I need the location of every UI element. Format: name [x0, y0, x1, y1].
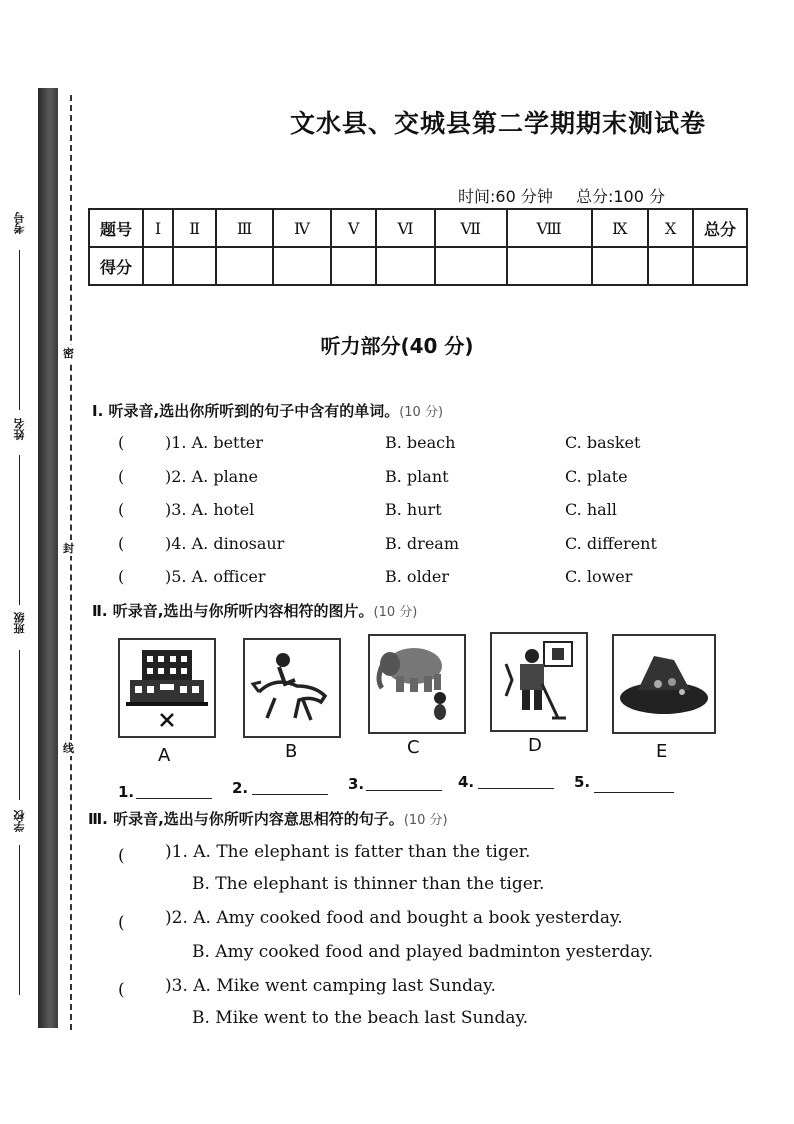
binding-dash-line	[70, 95, 72, 1030]
binding-char: 线	[63, 742, 74, 755]
part3-instruction	[88, 808, 448, 829]
part1-instruction-text: Ⅰ. 听录音,选出你所听到的句子中含有的单词。	[92, 402, 400, 420]
answer-blank-3[interactable]	[366, 789, 442, 791]
blank-number-2: 2.	[232, 779, 249, 797]
side-field-line	[19, 455, 20, 605]
part1-q4-option-c: C. different	[565, 534, 657, 553]
score-table-col: Ⅶ	[435, 209, 507, 247]
binding-char: 封	[63, 542, 74, 555]
part3-points: (10 分)	[403, 813, 448, 828]
part1-q4-option-b: B. dream	[385, 534, 459, 553]
part1-q1-option-a: )1. A. better	[165, 433, 264, 452]
part1-q5-option-a: )5. A. officer	[165, 567, 266, 586]
part2-instruction-text: Ⅱ. 听录音,选出与你所听内容相符的图片。	[92, 602, 374, 620]
binding-char: 密	[63, 347, 74, 360]
part3-q3-option-a: )3. A. Mike went camping last Sunday.	[165, 976, 496, 996]
answer-paren[interactable]: (	[118, 846, 125, 866]
score-table-header-row	[89, 209, 747, 247]
campfire-icon	[614, 636, 714, 732]
part3-instruction-text: Ⅲ. 听录音,选出与你所听内容意思相符的句子。	[88, 810, 404, 828]
part1-q1-option-b: B. beach	[385, 433, 456, 452]
answer-paren[interactable]: (	[118, 467, 125, 486]
part3-q2-option-a: )2. A. Amy cooked food and bought a book yesterday.	[165, 908, 623, 928]
part1-q3-option-a: )3. A. hotel	[165, 500, 255, 519]
score-cell[interactable]	[648, 247, 693, 285]
score-cell-total[interactable]	[693, 247, 747, 285]
score-table-col: Ⅴ	[331, 209, 376, 247]
answer-paren[interactable]: (	[118, 433, 125, 452]
answer-blank-5[interactable]	[594, 791, 674, 793]
score-cell[interactable]	[273, 247, 331, 285]
blank-number-5: 5.	[574, 773, 591, 791]
picture-label-e: E	[656, 741, 668, 762]
exam-total-score: 总分:100 分	[575, 187, 665, 206]
picture-label-a: A	[158, 745, 171, 766]
part1-q5-option-b: B. older	[385, 567, 450, 586]
exam-time: 时间:60 分钟	[458, 187, 553, 206]
answer-blank-2[interactable]	[252, 793, 328, 795]
hotel-icon	[120, 640, 214, 736]
picture-c-elephant[interactable]	[368, 634, 466, 734]
listening-section-heading: 听力部分(40 分)	[320, 334, 474, 358]
picture-a-hotel[interactable]	[118, 638, 216, 738]
score-table-score-row	[89, 247, 747, 285]
picture-e-camping[interactable]	[612, 634, 716, 734]
score-table-col: Ⅳ	[273, 209, 331, 247]
binding-bar	[38, 88, 58, 1028]
exam-info	[458, 184, 683, 207]
score-cell[interactable]	[143, 247, 173, 285]
part3-q3-option-b: B. Mike went to the beach last Sunday.	[192, 1008, 529, 1028]
score-table-total-label: 总分	[693, 209, 747, 247]
part1-points: (10 分)	[399, 405, 444, 420]
picture-label-d: D	[528, 735, 542, 756]
score-table	[88, 208, 748, 286]
page-title: 文水县、交城县第二学期期末测试卷	[290, 109, 707, 138]
side-field-line	[19, 845, 20, 995]
part1-q3-option-b: B. hurt	[385, 500, 442, 519]
answer-paren[interactable]: (	[118, 500, 125, 519]
picture-d-cleaning[interactable]	[490, 632, 588, 732]
answer-blank-4[interactable]	[478, 787, 554, 789]
part3-q1-option-b: B. The elephant is thinner than the tiger.	[192, 874, 545, 894]
score-cell[interactable]	[376, 247, 434, 285]
answer-paren[interactable]: (	[118, 567, 125, 586]
part1-q2-option-b: B. plant	[385, 467, 449, 486]
elephant-icon	[370, 636, 464, 732]
score-table-col: Ⅲ	[216, 209, 273, 247]
part1-q2-option-c: C. plate	[565, 467, 628, 486]
side-label-class: 班级	[13, 612, 26, 634]
score-cell[interactable]	[435, 247, 507, 285]
blank-number-1: 1.	[118, 783, 135, 801]
part1-q2-option-a: )2. A. plane	[165, 467, 258, 486]
blank-number-4: 4.	[458, 773, 475, 791]
answer-paren[interactable]: (	[118, 980, 125, 1000]
side-field-line	[19, 650, 20, 800]
side-label-school: 学校	[13, 810, 26, 832]
side-label-name: 姓名	[13, 418, 26, 440]
answer-blank-1[interactable]	[136, 797, 212, 799]
score-cell[interactable]	[216, 247, 273, 285]
answer-paren[interactable]: (	[118, 534, 125, 553]
picture-b-horse-riding[interactable]	[243, 638, 341, 738]
score-table-col: Ⅷ	[507, 209, 592, 247]
score-table-col: Ⅱ	[173, 209, 216, 247]
answer-paren[interactable]: (	[118, 913, 125, 933]
score-table-row-label: 得分	[89, 247, 143, 285]
score-cell[interactable]	[173, 247, 216, 285]
score-table-col: Ⅰ	[143, 209, 173, 247]
part3-q1-option-a: )1. A. The elephant is fatter than the tiger.	[165, 842, 531, 862]
side-label-exam-number: 考号	[13, 212, 26, 234]
score-cell[interactable]	[331, 247, 376, 285]
blank-number-3: 3.	[348, 775, 365, 793]
part1-q1-option-c: C. basket	[565, 433, 641, 452]
cleaning-person-icon	[492, 634, 586, 730]
part2-points: (10 分)	[373, 605, 418, 620]
part1-q3-option-c: C. hall	[565, 500, 617, 519]
part1-instruction	[92, 400, 443, 421]
score-cell[interactable]	[592, 247, 649, 285]
horse-rider-icon	[245, 640, 339, 736]
part3-q2-option-b: B. Amy cooked food and played badminton yesterday.	[192, 942, 654, 962]
score-table-col: Ⅵ	[376, 209, 434, 247]
score-cell[interactable]	[507, 247, 592, 285]
score-table-row-label: 题号	[89, 209, 143, 247]
score-table-col: Ⅸ	[592, 209, 649, 247]
part1-q4-option-a: )4. A. dinosaur	[165, 534, 285, 553]
picture-label-b: B	[285, 741, 298, 762]
picture-label-c: C	[407, 737, 420, 758]
part1-q5-option-c: C. lower	[565, 567, 633, 586]
score-table-col: Ⅹ	[648, 209, 693, 247]
part2-instruction	[92, 600, 417, 621]
